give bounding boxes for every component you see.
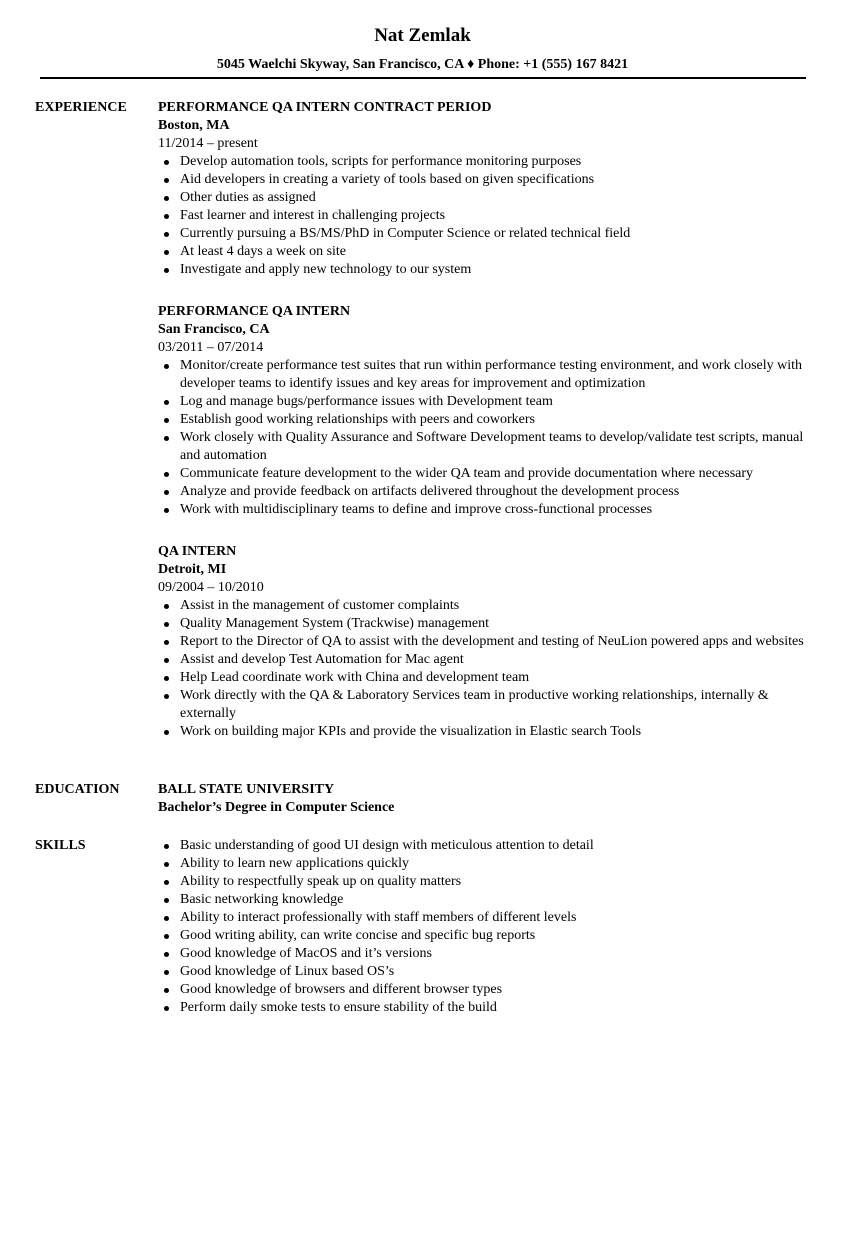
list-item: Report to the Director of QA to assist with the development and testing of NeuLion powered apps and websites — [180, 633, 818, 651]
list-item: Investigate and apply new technology to our system — [180, 261, 818, 279]
education-body — [158, 781, 818, 817]
section-label-education: EDUCATION — [35, 782, 120, 797]
job-dates: 09/2004 – 10/2010 — [158, 580, 264, 595]
job-location: Boston, MA — [158, 118, 230, 133]
job-title: PERFORMANCE QA INTERN — [158, 304, 351, 319]
list-item: Ability to learn new applications quickly — [180, 855, 818, 873]
list-item: Fast learner and interest in challenging projects — [180, 207, 818, 225]
job-entry — [158, 303, 818, 519]
list-item: Other duties as assigned — [180, 189, 818, 207]
spacer — [158, 279, 818, 303]
list-item: Aid developers in creating a variety of tools based on given specifications — [180, 171, 818, 189]
list-item: Quality Management System (Trackwise) management — [180, 615, 818, 633]
list-item: Good writing ability, can write concise and specific bug reports — [180, 927, 818, 945]
list-item: Assist in the management of customer complaints — [180, 597, 818, 615]
job-entry — [158, 543, 818, 741]
section-label-skills: SKILLS — [35, 838, 86, 853]
list-item: Help Lead coordinate work with China and development team — [180, 669, 818, 687]
contact-line: 5045 Waelchi Skyway, San Francisco, CA ♦ Phone: +1 (555) 167 8421 — [216, 57, 629, 72]
list-item: Work with multidisciplinary teams to define and improve cross-functional processes — [180, 501, 818, 519]
list-item: Log and manage bugs/performance issues with Development team — [180, 393, 818, 411]
candidate-name: Nat Zemlak — [374, 25, 471, 46]
skills-list — [158, 837, 818, 1017]
job-dates: 03/2011 – 07/2014 — [158, 340, 264, 355]
list-item: Currently pursuing a BS/MS/PhD in Computer Science or related technical field — [180, 225, 818, 243]
resume-header — [0, 24, 845, 74]
skills-body — [158, 837, 818, 1017]
list-item: Good knowledge of Linux based OS’s — [180, 963, 818, 981]
job-location: Detroit, MI — [158, 562, 227, 577]
list-item: Work on building major KPIs and provide the visualization in Elastic search Tools — [180, 723, 818, 741]
degree: Bachelor’s Degree in Computer Science — [158, 800, 395, 815]
job-duties-list — [158, 357, 818, 519]
section-label-experience: EXPERIENCE — [35, 100, 127, 115]
list-item: Monitor/create performance test suites that run within performance testing environment, and work closely with developer teams to identify issues and key areas for improvement and optimization — [180, 357, 818, 393]
list-item: Work directly with the QA & Laboratory Services team in productive working relationships, internally & externally — [180, 687, 818, 723]
list-item: Assist and develop Test Automation for Mac agent — [180, 651, 818, 669]
school-name: BALL STATE UNIVERSITY — [158, 782, 335, 797]
list-item: Ability to interact professionally with staff members of different levels — [180, 909, 818, 927]
list-item: Good knowledge of browsers and different browser types — [180, 981, 818, 999]
header-divider — [40, 77, 806, 79]
list-item: Basic understanding of good UI design with meticulous attention to detail — [180, 837, 818, 855]
list-item: Communicate feature development to the wider QA team and provide documentation where necessary — [180, 465, 818, 483]
experience-body — [158, 99, 818, 741]
job-dates: 11/2014 – present — [158, 136, 258, 151]
job-duties-list — [158, 153, 818, 279]
list-item: Basic networking knowledge — [180, 891, 818, 909]
list-item: Work closely with Quality Assurance and Software Development teams to develop/validate test scripts, manual and automation — [180, 429, 818, 465]
job-location: San Francisco, CA — [158, 322, 270, 337]
list-item: Establish good working relationships with peers and coworkers — [180, 411, 818, 429]
job-duties-list — [158, 597, 818, 741]
spacer — [158, 519, 818, 543]
list-item: Perform daily smoke tests to ensure stability of the build — [180, 999, 818, 1017]
job-title: QA INTERN — [158, 544, 237, 559]
list-item: Analyze and provide feedback on artifacts delivered throughout the development process — [180, 483, 818, 501]
job-entry — [158, 99, 818, 279]
list-item: Good knowledge of MacOS and it’s versions — [180, 945, 818, 963]
list-item: Ability to respectfully speak up on quality matters — [180, 873, 818, 891]
list-item: Develop automation tools, scripts for performance monitoring purposes — [180, 153, 818, 171]
job-title: PERFORMANCE QA INTERN CONTRACT PERIOD — [158, 100, 492, 115]
list-item: At least 4 days a week on site — [180, 243, 818, 261]
